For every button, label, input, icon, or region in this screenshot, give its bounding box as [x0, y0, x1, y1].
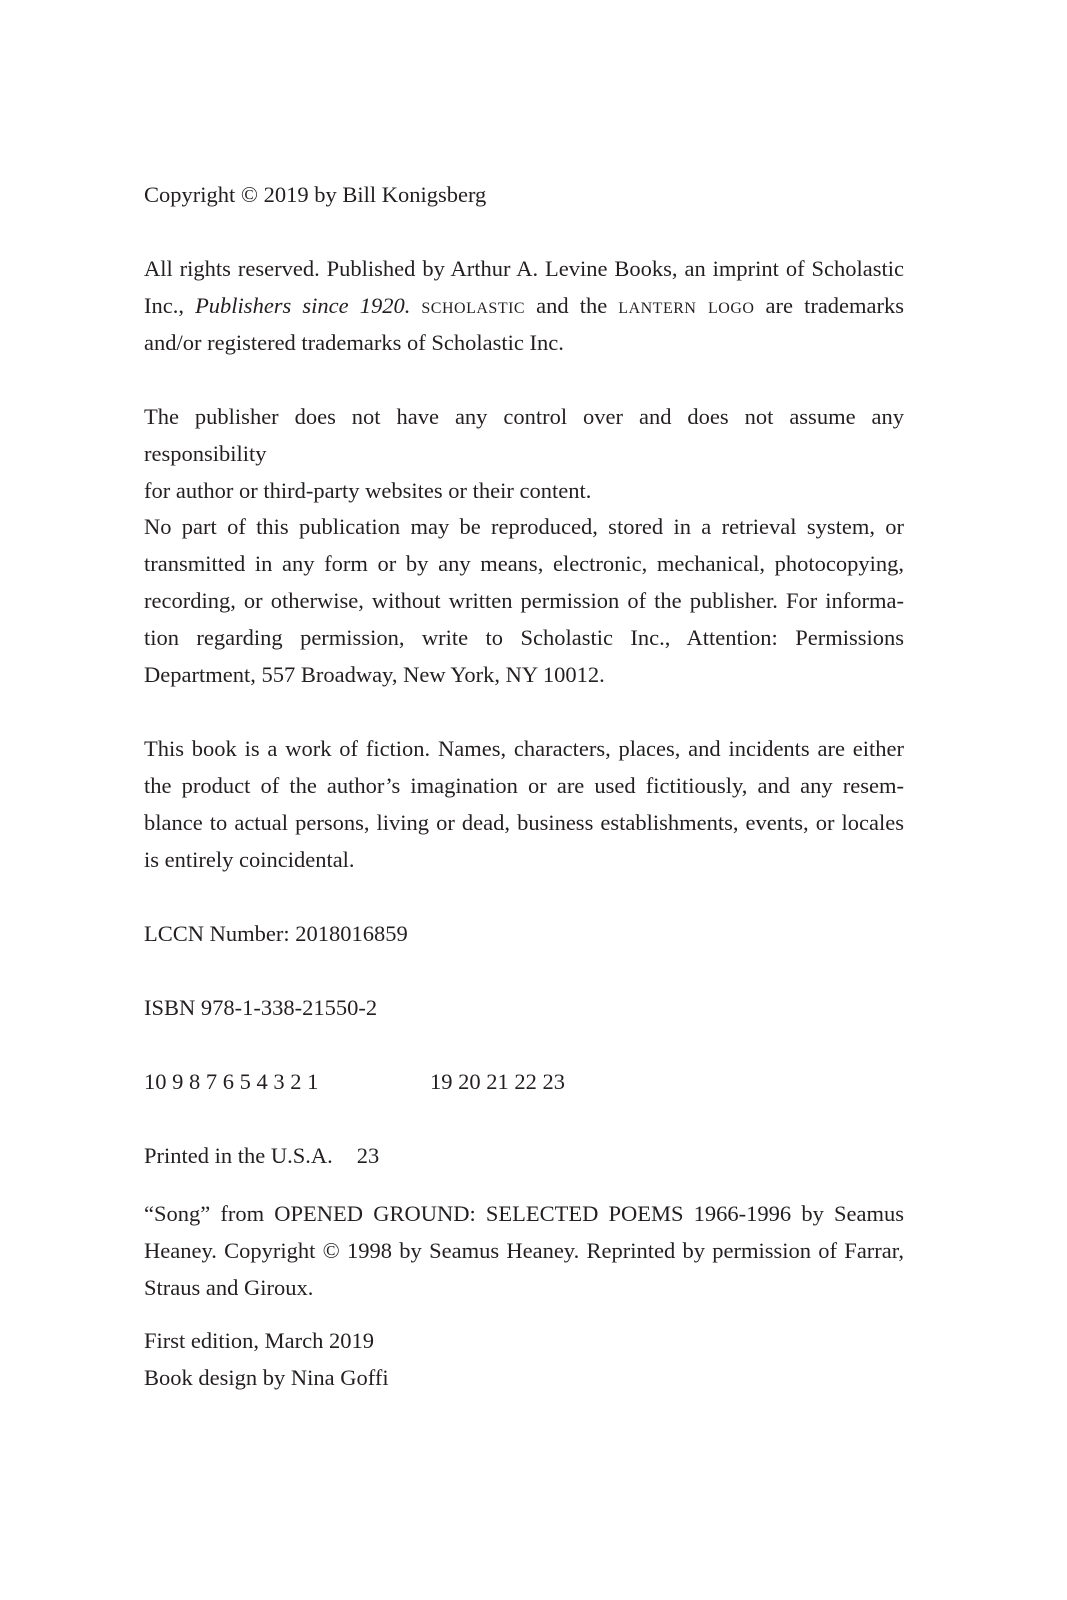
rights-line-3: and/or registered trademarks of Scholastic Inc.	[144, 330, 564, 355]
reproduction-paragraph	[144, 508, 904, 693]
song-credit-paragraph	[144, 1195, 904, 1306]
rights-line-2-post: are trademarks	[754, 293, 905, 318]
printed-in-text: Printed in the U.S.A.	[144, 1143, 333, 1168]
fiction-paragraph	[144, 730, 904, 878]
isbn-text: ISBN 978-1-338-21550-2	[144, 995, 378, 1020]
rights-paragraph	[144, 250, 904, 361]
impression-numbers: 10 9 8 7 6 5 4 3 2 1	[144, 1069, 319, 1094]
publisher-note-line-2: for author or third-party websites or their content.	[144, 478, 592, 503]
fiction-line-4: is entirely coincidental.	[144, 847, 355, 872]
printing-years: 19 20 21 22 23	[430, 1069, 565, 1094]
publishers-since-italic: Publishers since 1920.	[195, 293, 411, 318]
design-credit: Book design by Nina Goffi	[144, 1365, 389, 1390]
publisher-note-paragraph	[144, 398, 904, 509]
song-credit-line-1: “Song” from OPENED GROUND: SELECTED POEMS 1966-1996 by Seamus	[144, 1201, 904, 1226]
fiction-line-1: This book is a work of fiction. Names, characters, places, and incidents are either	[144, 736, 904, 761]
edition-paragraph	[144, 1322, 904, 1396]
lccn-line	[144, 915, 904, 952]
publisher-note-line-1: The publisher does not have any control over and does not assume any responsibility	[144, 404, 904, 466]
song-credit-line-3: Straus and Giroux.	[144, 1275, 314, 1300]
copyright-line	[144, 176, 904, 213]
rights-line-2-pre: Inc.,	[144, 293, 196, 318]
rights-line-2-mid: and the	[525, 293, 619, 318]
printed-in-line	[144, 1137, 904, 1174]
reproduction-line-5: Department, 557 Broadway, New York, NY 10012.	[144, 662, 605, 687]
reproduction-line-2: transmitted in any form or by any means, electronic, mechanical, photocopying,	[144, 551, 904, 576]
isbn-line	[144, 989, 904, 1026]
reproduction-line-3: recording, or otherwise, without written permission of the publisher. For informa-	[144, 588, 904, 613]
edition-text: First edition, March 2019	[144, 1328, 374, 1353]
printing-line-inner	[144, 1063, 904, 1100]
lantern-logo-trademark: lantern logo	[618, 293, 755, 318]
fiction-line-2: the product of the author’s imagination or are used fictitiously, and any resem-	[144, 773, 904, 798]
fiction-line-3: blance to actual persons, living or dead, business establishments, events, or locales	[144, 810, 904, 835]
printing-line	[144, 1063, 904, 1100]
reproduction-line-4: tion regarding permission, write to Scholastic Inc., Attention: Permissions	[144, 625, 904, 650]
rights-line-1: All rights reserved. Published by Arthur A. Levine Books, an imprint of Scholastic	[144, 256, 904, 281]
lccn-text: LCCN Number: 2018016859	[144, 921, 408, 946]
scholastic-trademark: scholastic	[421, 293, 526, 318]
copyright-text: Copyright © 2019 by Bill Konigsberg	[144, 182, 487, 207]
reproduction-line-1: No part of this publication may be reproduced, stored in a retrieval system, or	[144, 514, 904, 539]
printed-in-inner	[144, 1137, 904, 1174]
rights-line-2	[144, 287, 904, 324]
printed-in-number: 23	[356, 1143, 380, 1168]
song-credit-line-2: Heaney. Copyright © 1998 by Seamus Heaney. Reprinted by permission of Farrar,	[144, 1238, 904, 1263]
